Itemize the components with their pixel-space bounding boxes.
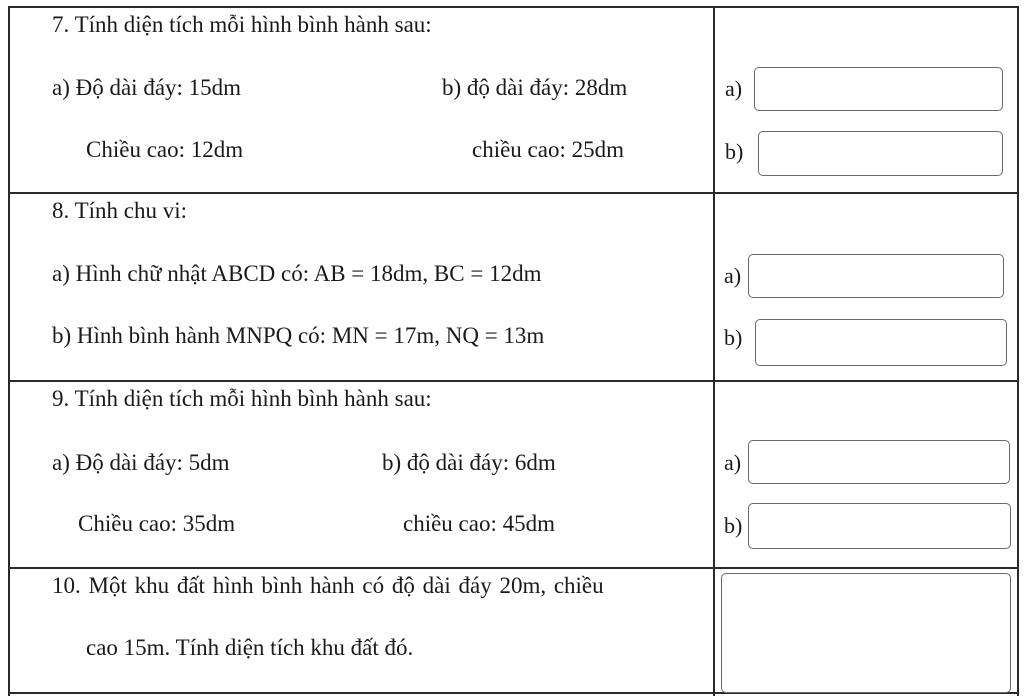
answer-7a-input[interactable] (754, 67, 1003, 111)
table-top-border (8, 6, 1019, 8)
table-column-divider (713, 6, 715, 696)
question-8-a: a) Hình chữ nhật ABCD có: AB = 18dm, BC = 12dm (52, 261, 542, 286)
table-left-border (8, 6, 10, 696)
answer-8a-label: a) (724, 263, 742, 288)
row-divider (8, 380, 1019, 382)
answer-7a-label: a) (725, 76, 743, 101)
question-9-b-height: chiều cao: 45dm (403, 511, 556, 536)
question-7-title: 7. Tính diện tích mỗi hình bình hành sau: (52, 12, 432, 37)
answer-10-input[interactable] (721, 573, 1011, 693)
answer-8a-input[interactable] (748, 254, 1004, 298)
question-9-a-base: a) Độ dài đáy: 5dm (52, 450, 230, 475)
answer-7b-label: b) (725, 139, 744, 164)
row-divider (8, 192, 1019, 194)
question-7-b-height: chiều cao: 25dm (472, 137, 625, 162)
answer-7b-input[interactable] (758, 131, 1003, 176)
answer-9b-label: b) (724, 513, 743, 538)
answer-8b-input[interactable] (755, 319, 1007, 366)
question-9-a-height: Chiều cao: 35dm (78, 511, 236, 536)
question-7-a-base: a) Độ dài đáy: 15dm (52, 75, 242, 100)
answer-9a-label: a) (724, 450, 742, 475)
question-8-b: b) Hình bình hành MNPQ có: MN = 17m, NQ = 13m (52, 323, 545, 348)
answer-8b-label: b) (724, 325, 743, 350)
question-8-title: 8. Tính chu vi: (52, 198, 188, 223)
row-divider (8, 567, 1019, 569)
question-7-a-height: Chiều cao: 12dm (86, 137, 244, 162)
table-right-border (1017, 6, 1019, 696)
question-10-line2: cao 15m. Tính diện tích khu đất đó. (86, 635, 414, 660)
question-10-line1: 10. Một khu đất hình bình hành có độ dài đáy 20m, chiều (52, 573, 604, 598)
answer-9b-input[interactable] (748, 503, 1011, 549)
question-9-title: 9. Tính diện tích mỗi hình bình hành sau: (52, 386, 432, 411)
answer-9a-input[interactable] (748, 440, 1010, 484)
question-9-b-base: b) độ dài đáy: 6dm (382, 450, 556, 475)
question-7-b-base: b) độ dài đáy: 28dm (442, 75, 628, 100)
